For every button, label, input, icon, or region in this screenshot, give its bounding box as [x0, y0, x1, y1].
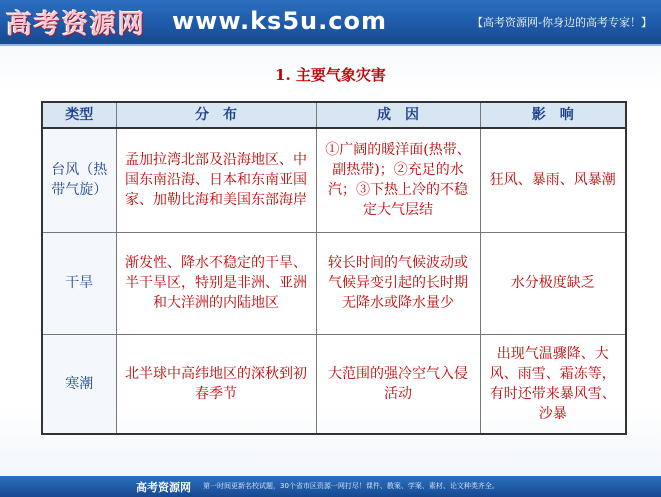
site-logo[interactable]: 高考资源网	[6, 10, 147, 40]
cell-cause: ①广阔的暖洋面(热带、副热带)；②充足的水汽；③下热上冷的不稳定大气层结	[316, 128, 480, 232]
cell-type: 台风（热带气旋）	[42, 128, 116, 232]
header-type: 类型	[42, 102, 116, 128]
cell-impact: 出现气温骤降、大风、雨雪、霜冻等，有时还带来暴风雪、沙暴	[480, 334, 626, 434]
cell-cause: 较长时间的气候波动或气候异变引起的长时期无降水或降水量少	[316, 232, 480, 334]
table-row	[42, 128, 626, 232]
header-impact: 影 响	[480, 102, 626, 128]
cell-distribution: 渐发性、降水不稳定的干旱、半干旱区，特别是非洲、亚洲和大洋洲的内陆地区	[116, 232, 316, 334]
table-header-row	[42, 102, 626, 128]
header-distribution: 分 布	[116, 102, 316, 128]
disaster-table	[41, 101, 627, 435]
table-row	[42, 334, 626, 434]
footer-logo[interactable]: 高考资源网	[136, 481, 191, 494]
site-url[interactable]: www.ks5u.com	[172, 7, 387, 35]
cell-type: 干旱	[42, 232, 116, 334]
site-slogan: 【高考资源网-你身边的高考专家！】	[472, 16, 652, 29]
cell-distribution: 北半球中高纬地区的深秋到初春季节	[116, 334, 316, 434]
slide-title: 1. 主要气象灾害	[275, 66, 386, 84]
cell-distribution: 孟加拉湾北部及沿海地区、中国东南沿海、日本和东南亚国家、加勒比海和美国东部海岸	[116, 128, 316, 232]
table-row	[42, 232, 626, 334]
cell-type: 寒潮	[42, 334, 116, 434]
footer-bar	[0, 476, 661, 497]
header-cause: 成 因	[316, 102, 480, 128]
header-bar	[0, 0, 661, 46]
cell-cause: 大范围的强冷空气入侵活动	[316, 334, 480, 434]
cell-impact: 狂风、暴雨、风暴潮	[480, 128, 626, 232]
cell-impact: 水分极度缺乏	[480, 232, 626, 334]
footer-text: 第一时间更新名校试题，30个省市区资源一网打尽！课件、教案、学案、素材、论文种类齐全。	[203, 482, 499, 490]
